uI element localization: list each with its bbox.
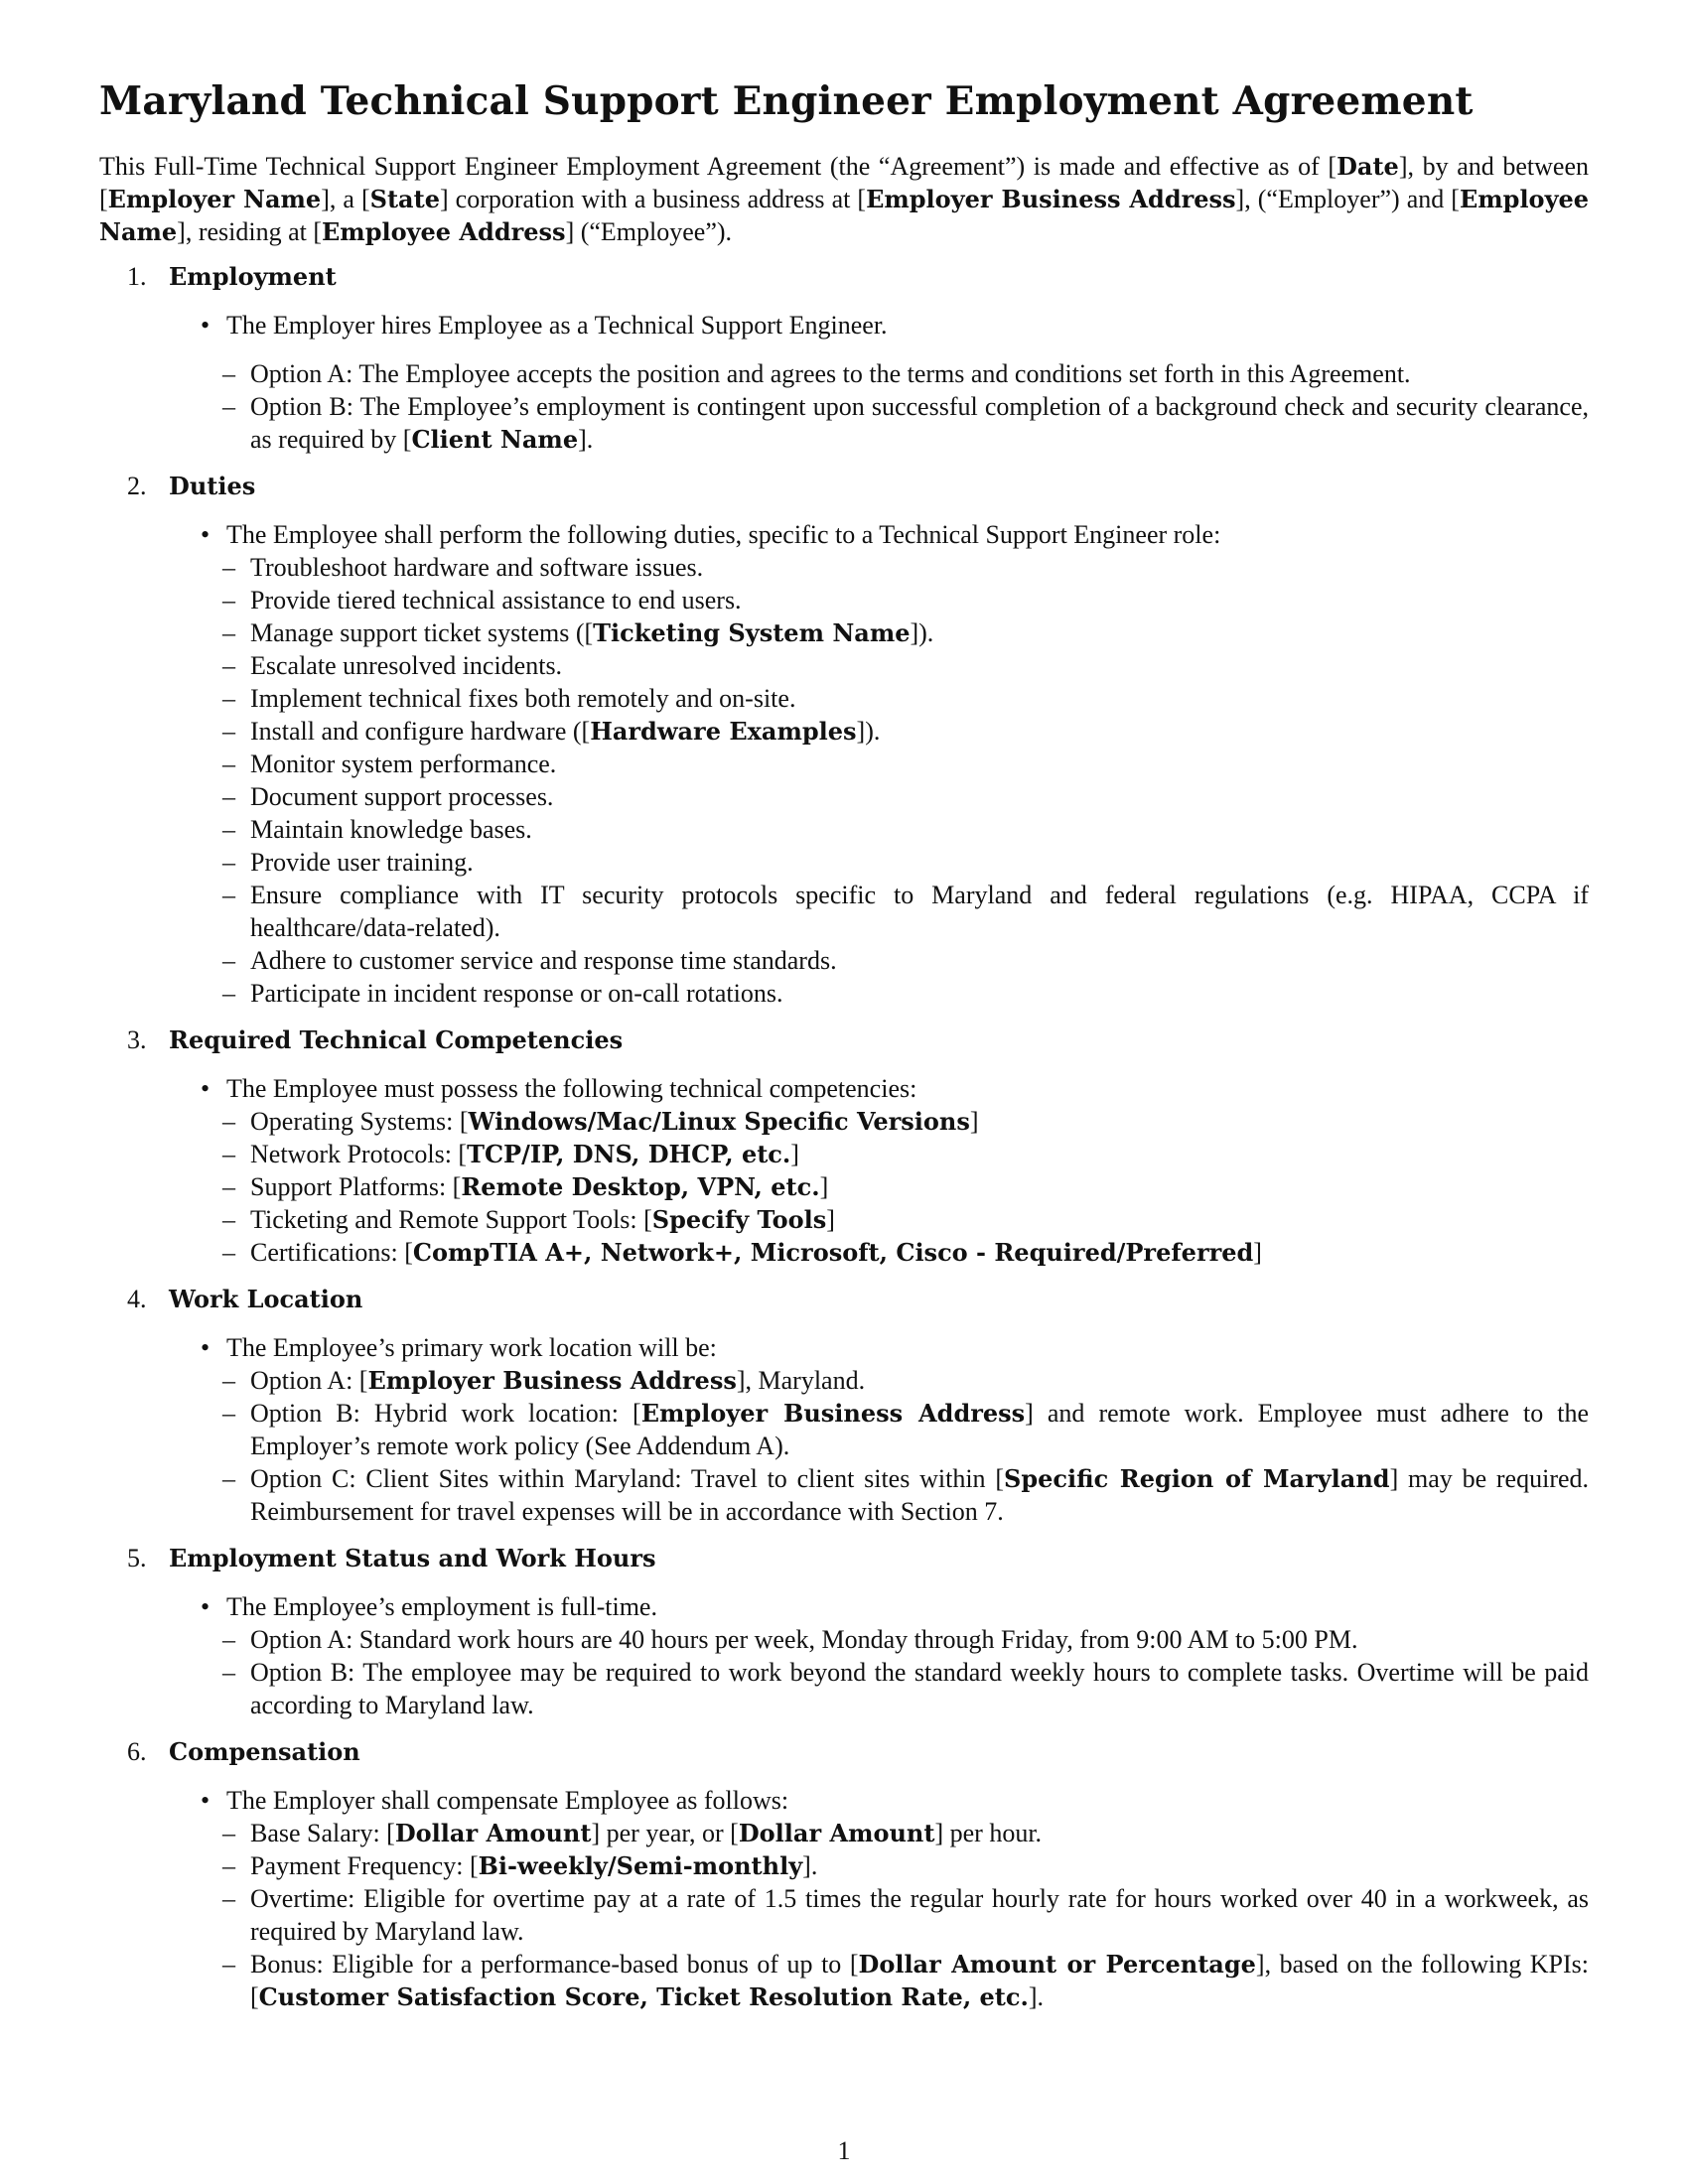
- bullet-item: • The Employee’s primary work location will be:: [201, 1332, 717, 1362]
- sub-list: [169, 1105, 1589, 1269]
- list-item: – Support Platforms: [Remote Desktop, VPN, etc.]: [222, 1171, 829, 1201]
- list-item: – Certifications: [CompTIA A+, Network+, Microsoft, Cisco - Required/Preferred]: [222, 1237, 1262, 1267]
- sections-list: [99, 260, 1589, 2013]
- list-item: – Option C: Client Sites within Maryland: Travel to client sites within [Specific Region of Maryland] may be required. Reimbursement for travel expenses will be in accordance with Section 7.: [222, 1463, 1590, 1526]
- section-duties: [99, 470, 1589, 1010]
- list-item: – Ticketing and Remote Support Tools: [Specify Tools]: [222, 1204, 835, 1234]
- placeholder-employee-name: Employee Name: [99, 184, 1590, 246]
- section-number: 5.: [127, 1543, 147, 1572]
- list-item: – Payment Frequency: [Bi-weekly/Semi-monthly].: [222, 1850, 818, 1880]
- list-item: – Install and configure hardware ([Hardware Examples]).: [222, 716, 881, 746]
- list-item: – Escalate unresolved incidents.: [222, 650, 563, 680]
- bullet-item: • The Employer shall compensate Employee as follows:: [201, 1785, 789, 1815]
- bullet-item: • The Employee must possess the following technical competencies:: [201, 1073, 917, 1103]
- list-item: – Operating Systems: [Windows/Mac/Linux Specific Versions]: [222, 1106, 979, 1136]
- section-competencies: [99, 1024, 1589, 1269]
- placeholder-date: Date: [1336, 151, 1399, 181]
- list-item: – Option A: [Employer Business Address], Maryland.: [222, 1365, 866, 1395]
- sub-list: [169, 357, 1589, 456]
- list-item: – Maintain knowledge bases.: [222, 814, 532, 844]
- list-item: – Participate in incident response or on-call rotations.: [222, 978, 783, 1008]
- placeholder-employee-address: Employee Address: [322, 216, 566, 246]
- list-item: – Document support processes.: [222, 781, 554, 811]
- sub-list: [169, 1364, 1589, 1528]
- intro-paragraph: This Full-Time Technical Support Engineer Employment Agreement (the “Agreement”) is made and effective as of [Date], by and between [Employer Name], a [State] corporation with a business address at [Employer Business Address], (“Employer”) and [Employee Name], residing at [Employee Address] (“Employee”).: [99, 151, 1590, 246]
- list-item: – Provide tiered technical assistance to end users.: [222, 585, 742, 614]
- section-title: Work Location: [169, 1284, 363, 1313]
- list-item: – Option A: The Employee accepts the position and agrees to the terms and conditions set forth in this Agreement.: [222, 358, 1411, 388]
- section-title: Duties: [169, 471, 256, 500]
- section-number: 4.: [127, 1284, 147, 1313]
- list-item: – Adhere to customer service and response time standards.: [222, 945, 837, 975]
- list-item: – Option B: The employee may be required to work beyond the standard weekly hours to complete tasks. Overtime will be paid according to Maryland law.: [222, 1657, 1589, 1719]
- placeholder-employer-name: Employer Name: [107, 184, 322, 213]
- list-item: – Base Salary: [Dollar Amount] per year, or [Dollar Amount] per hour.: [222, 1818, 1043, 1847]
- section-title: Employment Status and Work Hours: [169, 1543, 656, 1572]
- list-item: – Implement technical fixes both remotely and on-site.: [222, 683, 796, 713]
- section-title: Employment: [169, 261, 337, 291]
- page-number: 1: [837, 2136, 851, 2165]
- list-item: – Provide user training.: [222, 847, 474, 877]
- list-item: – Ensure compliance with IT security protocols specific to Maryland and federal regulations (e.g. HIPAA, CCPA if healthcare/data-related).: [222, 880, 1589, 942]
- list-item: – Option A: Standard work hours are 40 hours per week, Monday through Friday, from 9:00 AM to 5:00 PM.: [222, 1624, 1358, 1654]
- section-work-hours: [99, 1542, 1589, 1721]
- placeholder-state: State: [369, 184, 440, 213]
- section-number: 2.: [127, 471, 147, 500]
- section-number: 3.: [127, 1024, 147, 1054]
- document-title: Maryland Technical Support Engineer Employment Agreement: [99, 78, 1474, 124]
- section-title: Required Technical Competencies: [169, 1024, 624, 1054]
- list-item: – Overtime: Eligible for overtime pay at a rate of 1.5 times the regular hourly rate for hours worked over 40 in a workweek, as required by Maryland law.: [222, 1883, 1589, 1946]
- list-item: – Bonus: Eligible for a performance-based bonus of up to [Dollar Amount or Percentage], based on the following KPIs: [Customer Satisfaction Score, Ticket Resolution Rate, etc.].: [222, 1949, 1590, 2011]
- section-work-location: [99, 1283, 1589, 1528]
- document-page: [99, 79, 1589, 2027]
- sub-list: [169, 1623, 1589, 1721]
- section-title: Compensation: [169, 1736, 360, 1766]
- section-number: 1.: [127, 261, 147, 291]
- bullet-item: • The Employer hires Employee as a Technical Support Engineer.: [201, 310, 888, 340]
- section-number: 6.: [127, 1736, 147, 1766]
- bullet-item: • The Employee shall perform the following duties, specific to a Technical Support Engineer role:: [201, 519, 1221, 549]
- list-item: – Network Protocols: [TCP/IP, DNS, DHCP, etc.]: [222, 1139, 799, 1168]
- sub-list: [169, 551, 1589, 1010]
- list-item: – Option B: The Employee’s employment is contingent upon successful completion of a background check and security clearance, as required by [Client Name].: [222, 391, 1589, 454]
- list-item: – Manage support ticket systems ([Ticketing System Name]).: [222, 617, 934, 647]
- section-employment: [99, 260, 1589, 456]
- section-compensation: [99, 1735, 1589, 2013]
- bullet-item: • The Employee’s employment is full-time.: [201, 1591, 657, 1621]
- placeholder-employer-address: Employer Business Address: [866, 184, 1236, 213]
- list-item: – Monitor system performance.: [222, 749, 557, 778]
- sub-list: [169, 1817, 1589, 2013]
- list-item: – Troubleshoot hardware and software issues.: [222, 552, 704, 582]
- list-item: – Option B: Hybrid work location: [Employer Business Address] and remote work. Employee must adhere to the Employer’s remote work policy (See Addendum A).: [222, 1398, 1590, 1460]
